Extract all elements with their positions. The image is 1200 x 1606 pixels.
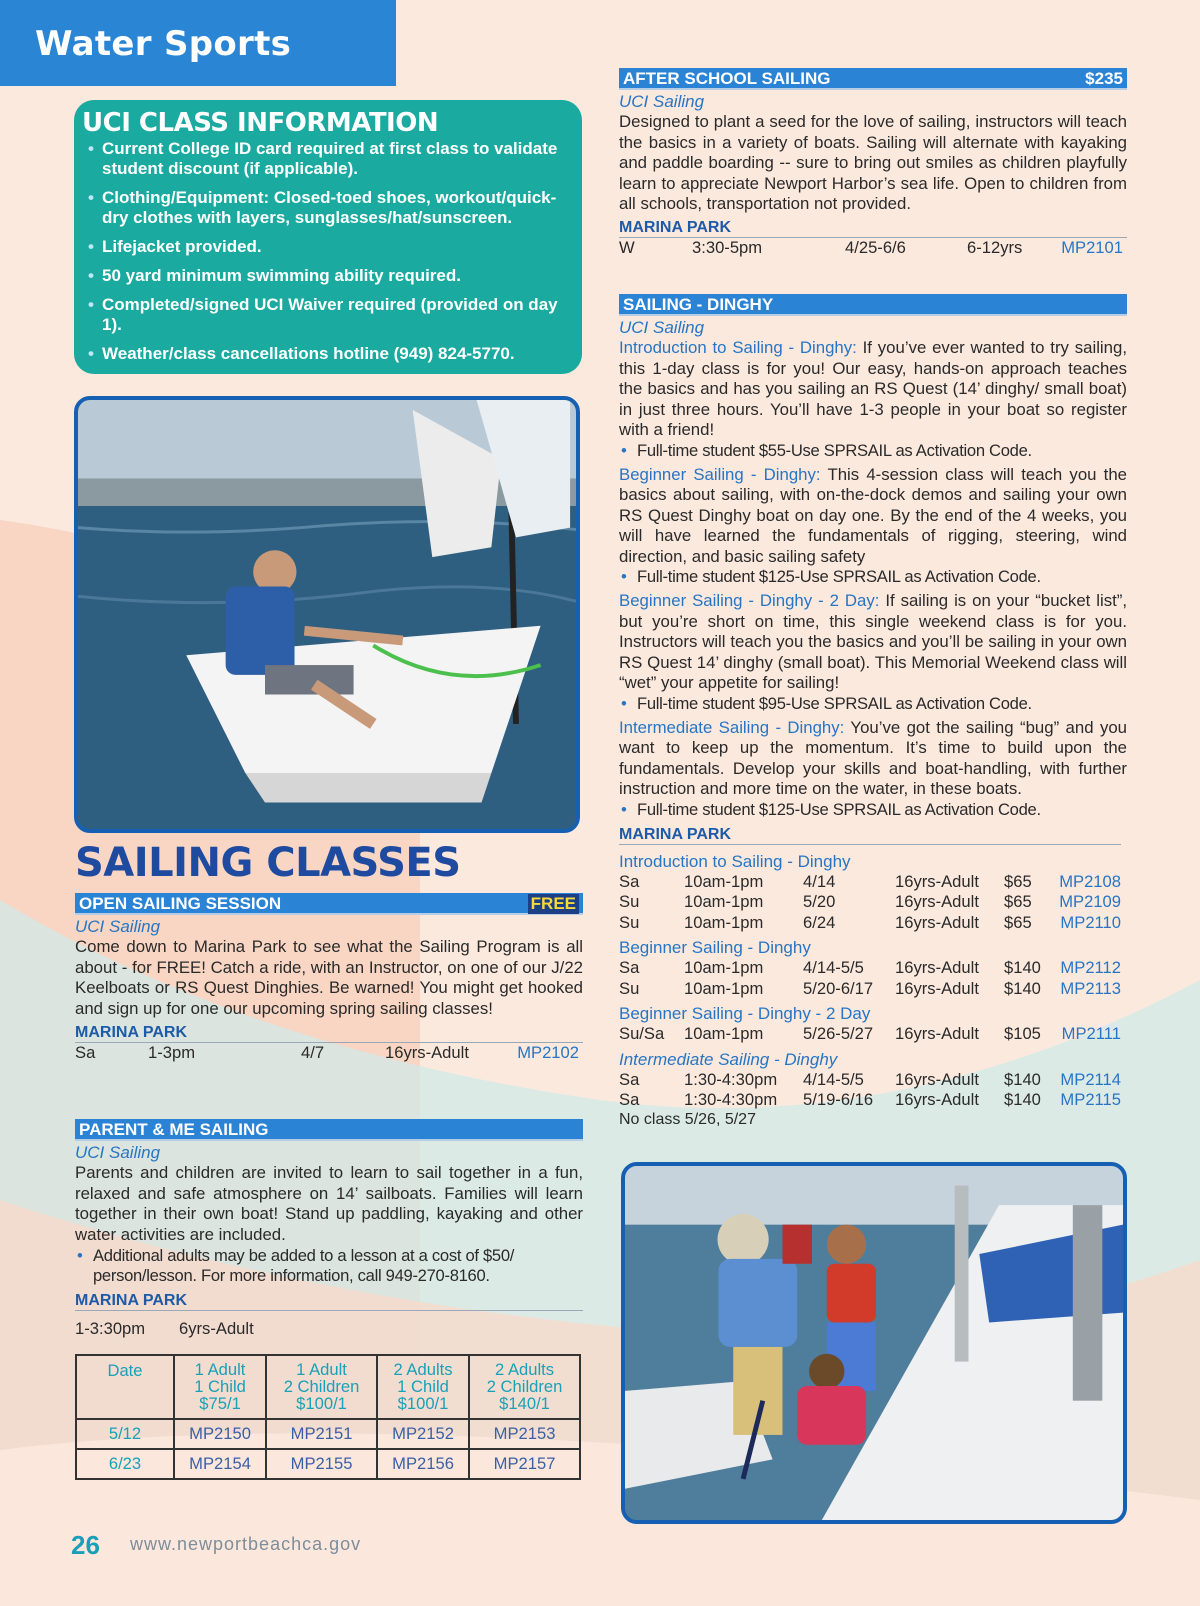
info-item: • Lifejacket provided.	[84, 237, 570, 257]
open-sailing-description: Come down to Marina Park to see what the Sailing Program is all about - for FREE! Catch a ride, with an Instructor, on one of our J/22 Keelboats or RS Quest Dinghies. Be warned! You might get hooked and sign up for one our upcoming spring sailing classes!	[75, 937, 583, 1018]
code-cell: MP2155	[266, 1449, 377, 1479]
schedule-row: Su/Sa 10am-1pm 5/26-5/27 16yrs-Adult $105 MP2111	[619, 1024, 1121, 1043]
info-item: • Weather/class cancellations hotline (949) 824-5770.	[84, 344, 570, 364]
activity-code: MP2114	[1060, 1069, 1121, 1089]
info-item: • 50 yard minimum swimming ability required.	[84, 266, 570, 286]
uci-class-info-box	[74, 100, 582, 374]
after-school-price: $235	[1085, 69, 1123, 88]
info-item: • Clothing/Equipment: Closed-toed shoes, workout/quick-dry clothes with layers, sunglasses/hat/sunscreen.	[84, 188, 570, 228]
info-item: • Current College ID card required at first class to validate student discount (if applicable).	[84, 139, 570, 179]
table-row	[76, 1449, 580, 1479]
time: 1-3:30pm	[75, 1319, 146, 1338]
course-intermediate-description: Intermediate Sailing - Dinghy: You’ve got the sailing “bug” and you want to keep up the momentum. It’s time to build upon the fundamentals. Develop your skills and boat-handling, with further instruction and more time on the water, in these boats.	[619, 717, 1127, 798]
course-name: Beginner Sailing - Dinghy:	[619, 464, 821, 484]
schedule-row: Su 10am-1pm 5/20 16yrs-Adult $65 MP2109	[619, 892, 1121, 911]
activity-code: MP2102	[517, 1043, 579, 1062]
bullet-line: person/lesson. For more information, call 949-270-8160.	[93, 1266, 490, 1285]
provider: UCI Sailing	[619, 92, 705, 111]
schedule-row: Sa 1:30-4:30pm 5/19-6/16 16yrs-Adult $140 MP2115	[619, 1090, 1121, 1109]
code-cell: MP2156	[377, 1449, 469, 1479]
code-cell: MP2152	[377, 1419, 469, 1449]
time: 1-3pm	[148, 1043, 196, 1062]
course-name: Beginner Sailing - Dinghy - 2 Day:	[619, 591, 880, 610]
bullet-line: • Additional adults may be added to a lesson at a cost of $50/	[93, 1246, 515, 1265]
course-bullet: • Full-time student $125-Use SPRSAIL as Activation Code.	[619, 567, 1127, 587]
activity-code: MP2108	[1059, 871, 1121, 891]
code-cell: MP2154	[174, 1449, 266, 1479]
parent-me-description: Parents and children are invited to learn to sail together in a fun, relaxed and safe atmosphere on 14’ sailboats. Families will learn together in their own boat! Stand up paddling, kayaking and other water activities are included.	[75, 1163, 583, 1244]
course-name: Introduction to Sailing - Dinghy:	[619, 338, 857, 357]
schedule-row: Sa 1:30-4:30pm 4/14-5/5 16yrs-Adult $140 MP2114	[619, 1069, 1121, 1089]
schedule-heading: Beginner Sailing - Dinghy - 2 Day	[619, 1004, 871, 1023]
info-list	[84, 139, 570, 364]
age: 6yrs-Adult	[179, 1319, 254, 1338]
schedule-heading: Beginner Sailing - Dinghy	[619, 938, 811, 957]
age: 16yrs-Adult	[385, 1043, 469, 1062]
parent-me-bar	[75, 1119, 583, 1141]
info-box-title: UCI CLASS INFORMATION	[82, 108, 439, 138]
activity-code: MP2112	[1060, 958, 1121, 977]
dinghy-bar	[619, 294, 1127, 316]
parent-me-title: PARENT & ME SAILING	[79, 1120, 269, 1139]
course-2day-description: Beginner Sailing - Dinghy - 2 Day: If sailing is on your “bucket list”, but you’re short on time, this single weekend class is for you. Instructors will teach you the basics and you’ll be sailing in your own RS Quest 14’ dinghy (small boat). This Memorial Weekend class will “wet” your appetite for sailing!	[619, 591, 1127, 692]
header-cell: 2 Adults 2 Children $140/1	[469, 1355, 580, 1419]
parent-me-section	[75, 1119, 583, 1480]
kids-dock-photo	[621, 1162, 1127, 1524]
code-cell: MP2150	[174, 1419, 266, 1449]
free-badge: FREE	[528, 894, 579, 914]
location: MARINA PARK	[75, 1023, 583, 1043]
date: 4/25-6/6	[845, 237, 906, 257]
table-row	[76, 1419, 580, 1449]
activity-code: MP2113	[1060, 978, 1121, 998]
header-cell: Date	[76, 1355, 174, 1419]
after-school-section	[619, 68, 1127, 258]
sailing-dinghy-photo	[74, 396, 580, 833]
session-row	[619, 238, 1127, 259]
parent-me-bullet	[75, 1246, 583, 1286]
schedule-row: Sa 10am-1pm 4/14-5/5 16yrs-Adult $140 MP2112	[619, 958, 1121, 977]
info-item: • Completed/signed UCI Waiver required (provided on day 1).	[84, 295, 570, 335]
course-beginner-description: Beginner Sailing - Dinghy: This 4-session class will teach you the basics about sailing, with on-the-dock demos and sailing your own RS Quest Dinghy boat on day one. By the end of the 4 weeks, you will have learned the fundamentals of rigging, steering, wind direction, and basic sailing safety	[619, 464, 1127, 566]
schedule-row: Su 10am-1pm 5/20-6/17 16yrs-Adult $140 MP2113	[619, 978, 1121, 998]
open-sailing-bar	[75, 893, 583, 915]
code-cell: MP2153	[469, 1419, 580, 1449]
activity-code: MP2111	[1061, 1024, 1121, 1043]
age: 6-12yrs	[967, 237, 1023, 257]
header-cell: 1 Adult 1 Child $75/1	[174, 1355, 266, 1419]
time: 3:30-5pm	[692, 237, 763, 257]
course-name: Intermediate Sailing - Dinghy:	[619, 717, 845, 737]
schedule-row: Su 10am-1pm 6/24 16yrs-Adult $65 MP2110	[619, 912, 1121, 932]
date-cell: 5/12	[76, 1419, 174, 1449]
activity-code: MP2109	[1059, 892, 1121, 911]
activity-code: MP2101	[1061, 237, 1123, 257]
date: 4/7	[301, 1043, 325, 1062]
header-cell: 2 Adults 1 Child $100/1	[377, 1355, 469, 1419]
course-bullet: • Full-time student $125-Use SPRSAIL as Activation Code.	[619, 800, 1127, 820]
table-header-row	[76, 1355, 580, 1419]
open-sailing-section	[75, 893, 583, 1064]
location: MARINA PARK	[75, 1291, 583, 1311]
parent-me-table	[75, 1354, 581, 1480]
provider: UCI Sailing	[619, 318, 705, 337]
activity-code: MP2110	[1060, 912, 1121, 932]
website-url: www.newportbeachca.gov	[130, 1534, 362, 1554]
open-sailing-title: OPEN SAILING SESSION	[79, 894, 282, 913]
date-cell: 6/23	[76, 1449, 174, 1479]
session-row	[75, 1043, 583, 1064]
activity-code: MP2115	[1060, 1090, 1121, 1109]
header-cell: 1 Adult 2 Children $100/1	[266, 1355, 377, 1419]
schedule-note: No class 5/26, 5/27	[619, 1110, 756, 1128]
provider: UCI Sailing	[75, 1143, 161, 1162]
schedule-heading: Intermediate Sailing - Dinghy	[619, 1049, 838, 1069]
location: MARINA PARK	[619, 825, 1121, 845]
after-school-description: Designed to plant a seed for the love of sailing, instructors will teach the basics in a variety of boats. Sailing will alternate with kayaking and paddle boarding -- sure to bring out smiles as children playfully learn to appreciate Newport Harbor’s sea life. Open to children from all schools, transportation not provided.	[619, 112, 1127, 213]
code-cell: MP2151	[266, 1419, 377, 1449]
schedule-row: Sa 10am-1pm 4/14 16yrs-Adult $65 MP2108	[619, 871, 1121, 891]
after-school-title: AFTER SCHOOL SAILING	[623, 69, 831, 88]
course-intro-description: Introduction to Sailing - Dinghy: If you’ve ever wanted to try sailing, this 1-day class is for you! Our easy, hands-on approach teaches the basics and has you sailing an RS Quest (14’ dinghy/ small boat) in just three hours. You’ll have 1-3 people in your boat so register with a friend!	[619, 338, 1127, 439]
location: MARINA PARK	[619, 218, 1127, 238]
schedule-heading: Introduction to Sailing - Dinghy	[619, 851, 851, 871]
code-cell: MP2157	[469, 1449, 580, 1479]
dinghy-title: SAILING - DINGHY	[623, 295, 774, 314]
sailing-classes-title: SAILING CLASSES	[75, 840, 461, 886]
day: W	[619, 237, 635, 257]
course-bullet: • Full-time student $95-Use SPRSAIL as Activation Code.	[619, 694, 1127, 714]
course-bullet: • Full-time student $55-Use SPRSAIL as Activation Code.	[619, 441, 1127, 461]
after-school-bar	[619, 68, 1127, 90]
time-age-row	[75, 1319, 583, 1340]
page-number: 26	[71, 1530, 100, 1560]
section-header	[0, 0, 396, 86]
provider: UCI Sailing	[75, 917, 161, 936]
day: Sa	[75, 1043, 96, 1062]
section-title: Water Sports	[35, 24, 292, 64]
dinghy-section	[619, 294, 1127, 1129]
